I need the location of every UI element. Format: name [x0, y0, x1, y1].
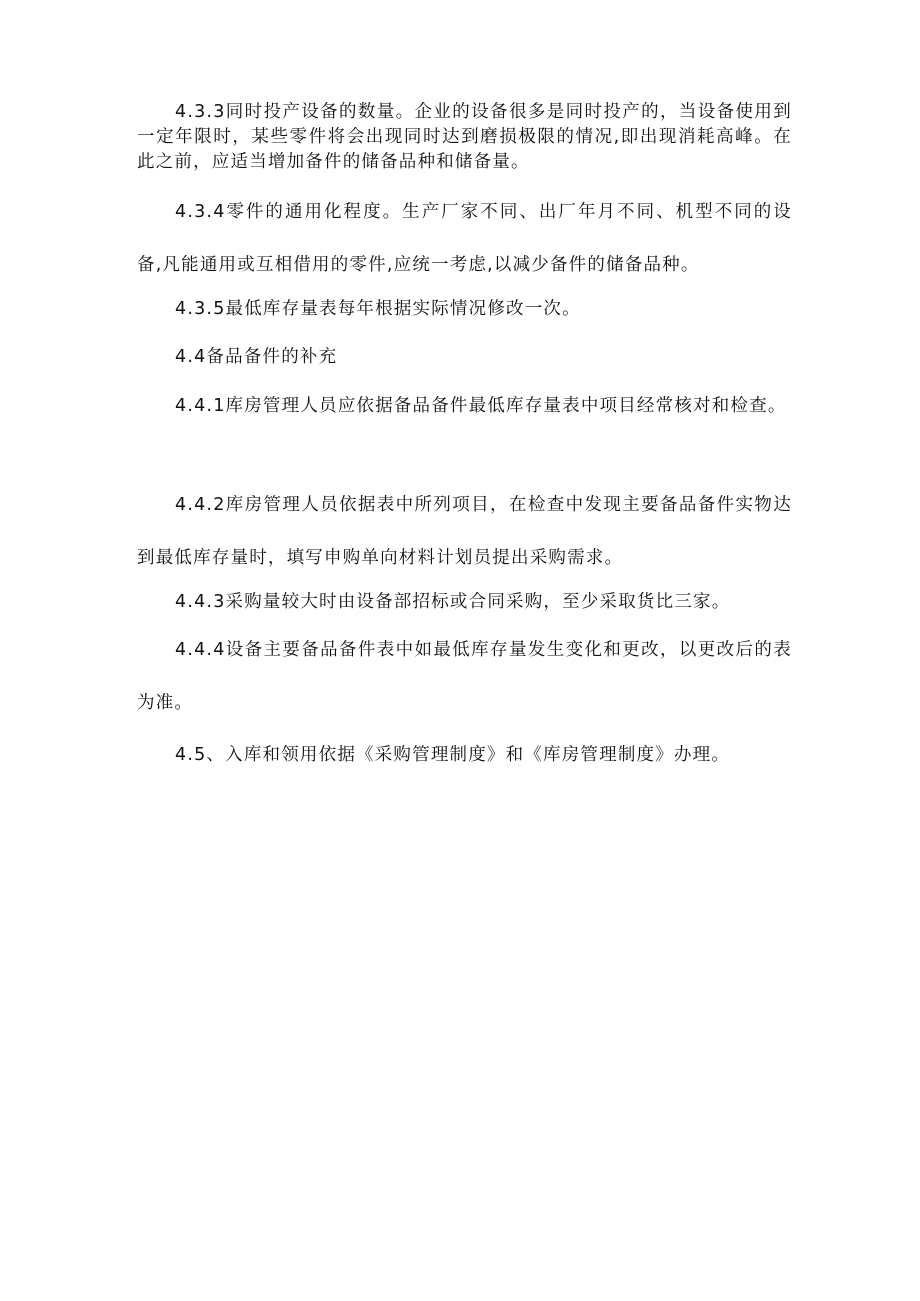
paragraph-4-4-3: 4.4.3采购量较大时由设备部招标或合同采购，至少采取货比三家。	[175, 592, 731, 612]
paragraph-4-3-4: 4.3.4零件的通用化程度。生产厂家不同、出厂年月不同、机型不同的设备,凡能通用或互相借用的零件,应统一考虑,以减少备件的储备品种。	[137, 202, 792, 275]
paragraph-4-4-1: 4.4.1库房管理人员应依据备品备件最低库存量表中项目经常核对和检查。	[175, 396, 787, 416]
paragraph-4-3-5: 4.3.5最低库存量表每年根据实际情况修改一次。	[175, 299, 581, 319]
paragraph-4-4-4: 4.4.4设备主要备品备件表中如最低库存量发生变化和更改，以更改后的表为准。	[137, 640, 792, 713]
paragraph-4-3-3: 4.3.3同时投产设备的数量。企业的设备很多是同时投产的，当设备使用到一定年限时，某些零件将会出现同时达到磨损极限的情况,即出现消耗高峰。在此之前，应适当增加备件的储备品种和储备量。	[137, 102, 792, 172]
section-heading-4-4: 4.4备品备件的补充	[175, 347, 338, 367]
paragraph-4-5: 4.5、入库和领用依据《采购管理制度》和《库房管理制度》办理。	[175, 745, 731, 765]
paragraph-4-4-2: 4.4.2库房管理人员依据表中所列项目，在检查中发现主要备品备件实物达到最低库存量时，填写申购单向材料计划员提出采购需求。	[137, 495, 792, 568]
